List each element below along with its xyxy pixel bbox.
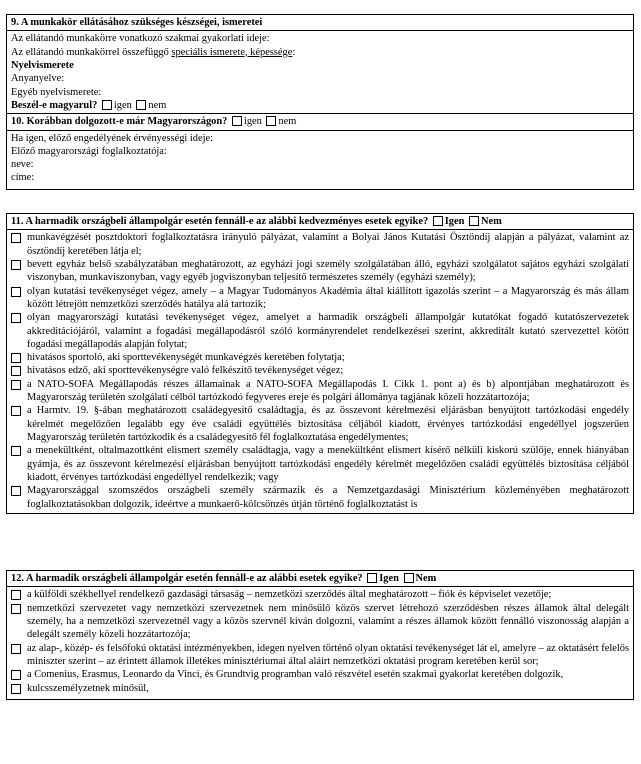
section-9-body [7, 31, 633, 114]
language-knowledge-heading: Nyelvismerete [11, 59, 74, 71]
section-12-yes-checkbox[interactable] [367, 573, 377, 583]
item-checkbox[interactable] [11, 590, 21, 600]
list-item: olyan kutatási tevékenységet végez, amely – a Magyar Tudományos Akadémia által kiállított igazolás szerint – a Magyarország és más állam között létrejött nemzetközi szerződés hatálya alá tartozik; [11, 285, 629, 312]
item-checkbox[interactable] [11, 260, 21, 270]
section-12-list [7, 587, 633, 699]
section-12-title: 12. A harmadik országbeli állampolgár esetén fennáll-e az alábbi esetek egyike? [11, 573, 363, 584]
list-item: a Harmtv. 19. §-ában meghatározott családegyesítő családtagja, és az összevont kérelmezési eljárásban benyújtott tartózkodási engedély kérelmét megelőzően legalább egy éve családi együttélés biztosítása céljából kiadott, érvényes tartózkodási engedéllyel jogszerűen Magyarország területén tartózkodik és a családegyesítő fél foglalkoztatása engedélymentes; [11, 404, 629, 444]
item-checkbox[interactable] [11, 287, 21, 297]
list-item: munkavégzését posztdoktori foglalkoztatásra irányuló pályázat, valamint a Bolyai János Kutatási Ösztöndíj alapján a pályázat, valamint az ösztöndíj keretében látja el; [11, 231, 629, 258]
item-checkbox[interactable] [11, 313, 21, 323]
section-12-no-checkbox[interactable] [404, 573, 414, 583]
section-9-10-box [6, 14, 634, 190]
item-checkbox[interactable] [11, 406, 21, 416]
list-item: a NATO-SOFA Megállapodás részes államainak a NATO-SOFA Megállapodás I. Cikk 1. pont a) és b) alpontjában meghatározott és Magyarország területén szolgálati célból tartózkodó fegyveres ereje és polgári állománya tagjának közeli hozzátartozója; [11, 378, 629, 405]
item-checkbox[interactable] [11, 644, 21, 654]
item-checkbox[interactable] [11, 353, 21, 363]
item-checkbox[interactable] [11, 233, 21, 243]
worked-before-yes-checkbox[interactable] [232, 116, 242, 126]
list-item: az alap-, közép- és felsőfokú oktatási intézményekben, idegen nyelven történő olyan oktatási tevékenységet lát el, amelyre – az oktatásért felelős miniszter szerint – az érintett államok illetékes minisztériumai által aláírt nemzetközi oktatási program keretében kerül sor; [11, 642, 629, 669]
section-11-title-row [7, 214, 633, 230]
yes-label: igen [243, 116, 262, 128]
employer-address-label: címe: [11, 172, 35, 184]
speaks-hungarian-row [11, 99, 629, 112]
list-item: a külföldi székhellyel rendelkező gazdasági társaság – nemzetközi szerződés által meghatározott – fiók és képviselet vezetője; [11, 588, 629, 601]
item-checkbox[interactable] [11, 446, 21, 456]
previous-employer-label: Előző magyarországi foglalkoztatója: [11, 145, 167, 157]
section-11-title: 11. A harmadik országbeli állampolgár esetén fennáll-e az alábbi kedvezményes esetek egyike? [11, 216, 429, 227]
item-checkbox[interactable] [11, 486, 21, 496]
speaks-hungarian-no-checkbox[interactable] [136, 100, 146, 110]
section-11-box [6, 213, 634, 514]
list-item: hivatásos edző, aki sporttevékenységre való felkészítő tevékenységet végez; [11, 364, 629, 377]
yes-label: Igen [379, 573, 399, 584]
section-12-title-row [7, 571, 633, 587]
item-checkbox[interactable] [11, 366, 21, 376]
no-label: nem [278, 116, 297, 128]
list-item: kulcsszemélyzetnek minősül, [11, 682, 629, 695]
speaks-hungarian-yes-checkbox[interactable] [102, 100, 112, 110]
no-label: nem [148, 99, 167, 111]
list-item: olyan magyarországi kutatási tevékenységet végez, amelyet a harmadik országbeli állampolgár kutatókat fogadó kutatószervezetek akkreditációjáról, valamint a fogadási megállapodásról szóló kormányrendelet rendelkezései szerint, akkreditált kutató szervezettel kötött fogadási megállapodás alapján folytat; [11, 311, 629, 351]
item-checkbox[interactable] [11, 604, 21, 614]
no-label: Nem [415, 573, 437, 584]
section-9-title: 9. A munkakör ellátásához szükséges készségei, ismeretei [7, 15, 633, 31]
practice-time-label: Az ellátandó munkakörre vonatkozó szakmai gyakorlati ideje: [11, 33, 270, 45]
list-item: a Comenius, Erasmus, Leonardo da Vinci, és Grundtvig programban való részvétel esetén szakmai gyakorlat keretében dolgozik, [11, 668, 629, 681]
section-11-no-checkbox[interactable] [469, 216, 479, 226]
list-item: Magyarországgal szomszédos országbeli személy származik és a Nemzetgazdasági Minisztérium közleményében meghatározott foglalkoztatásokban dolgozik, ideértve a munkaerő-kölcsönzés útján történő foglalkoztatást is [11, 484, 629, 511]
item-checkbox[interactable] [11, 670, 21, 680]
section-12-box [6, 570, 634, 700]
item-checkbox[interactable] [11, 380, 21, 390]
section-10-title: 10. Korábban dolgozott-e már Magyarországon? [11, 116, 228, 128]
section-10-title-row [7, 114, 633, 130]
worked-before-no-checkbox[interactable] [266, 116, 276, 126]
special-knowledge-label: Az ellátandó munkakörrel összefüggő speciális ismerete, képessége: [11, 46, 296, 58]
yes-label: igen [113, 99, 132, 111]
item-checkbox[interactable] [11, 684, 21, 694]
list-item: a menekültként, oltalmazottként elismert személy családtagja, vagy a menekültként elismert kísérő nélküli kiskorú szülője, ennek hiányában gyámja, és az összevont kérelmezési eljárásban benyújtott tartózkodási engedély kérelmét megelőzően családi együttélés biztosítása céljából kiadott, érvényes tartózkodási engedéllyel rendelkezik; vagy [11, 444, 629, 484]
employer-name-label: neve: [11, 159, 34, 171]
no-label: Nem [481, 216, 502, 227]
previous-permit-validity-label: Ha igen, előző engedélyének érvényességi ideje: [11, 132, 213, 144]
section-10-body [7, 131, 633, 189]
section-11-list [7, 230, 633, 513]
native-language-label: Anyanyelve: [11, 73, 65, 85]
other-language-label: Egyéb nyelvismerete: [11, 86, 102, 98]
yes-label: Igen [444, 216, 465, 227]
section-11-yes-checkbox[interactable] [433, 216, 443, 226]
list-item: bevett egyház belső szabályzatában meghatározott, az egyházi jogi személy szolgálatában álló, egyházi szolgálatot sajátos egyházi szolgálati viszonyban, munkaviszonyban, vagy egyéb jogviszonyban teljesítő természetes személy (egyházi személy); [11, 258, 629, 285]
speaks-hungarian-question: Beszél-e magyarul? [11, 99, 98, 111]
list-item: hivatásos sportoló, aki sporttevékenységét munkavégzés keretében folytatja; [11, 351, 629, 364]
list-item: nemzetközi szervezetet vagy nemzetközi szervezetnek nem minősülő közös szervet létrehozó szerződésben részes államok által delegált személy, ha a nemzetközi szervezetnél vagy a közös szervnél kíván dolgozni, valamint a részes államok között fennálló viszonosság alapján a delegált személy közeli hozzátartozója; [11, 602, 629, 642]
